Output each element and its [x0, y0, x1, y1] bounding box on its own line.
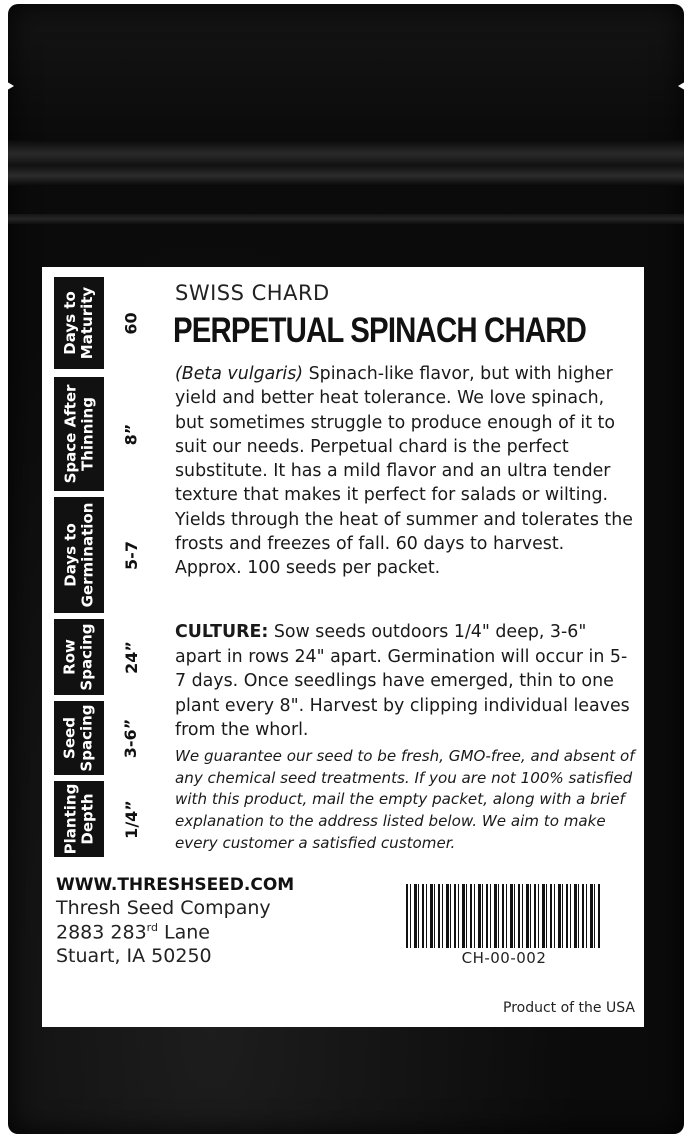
stat-name: Days to Maturity — [61, 286, 97, 360]
stat-name: Planting Depth — [61, 783, 97, 855]
barcode — [406, 884, 602, 948]
street-name: Lane — [157, 921, 210, 944]
stat-value: 24” — [121, 640, 141, 674]
stat-seed-spacing — [54, 701, 152, 775]
guarantee-text: We guarantee our seed to be fresh, GMO-free, and absent of any chemical seed treatments. If you are not 100% satisfied with this product, mail the empty packet, along with a brief explanation to the address listed below. We aim to make every customer a satisfied customer. — [175, 747, 635, 852]
stat-value: 5-7 — [121, 540, 141, 570]
product-description — [175, 362, 635, 581]
stat-name: Seed Spacing — [61, 704, 96, 772]
stat-planting-depth — [54, 781, 152, 857]
stat-days-to-germination — [54, 497, 152, 613]
barcode-number: CH-00-002 — [461, 949, 547, 967]
stat-value: 60 — [121, 311, 141, 335]
pouch-seal — [8, 214, 684, 224]
street-number: 2883 283 — [56, 921, 147, 944]
stat-value: 3-6” — [121, 718, 141, 758]
stat-value: 1/4” — [121, 799, 141, 839]
stat-value: 8” — [121, 423, 141, 445]
culture-label: CULTURE: — [175, 622, 269, 642]
culture-instructions — [175, 620, 635, 743]
stat-row-spacing — [54, 619, 152, 695]
pouch-zipper — [8, 140, 684, 186]
product-origin: Product of the USA — [503, 1000, 635, 1016]
stat-name: Row Spacing — [61, 623, 96, 691]
stat-days-to-maturity — [54, 277, 152, 369]
description-text: Spinach-like flavor, but with higher yield and better heat tolerance. We love spinach, but sometimes struggle to produce enough of it to suit our needs. Perpetual chard is the perfect substitute. It has a mild flavor and an ultra tender texture that makes it perfect for salads or wilting. Yields through the heat of summer and tolerates the frosts and freezes of fall. 60 days to harvest. Approx. 100 seeds per packet. — [175, 364, 633, 579]
company-name: Thresh Seed Company — [56, 897, 271, 919]
latin-name: (Beta vulgaris) — [175, 364, 304, 384]
culture-text: Sow seeds outdoors 1/4" deep, 3-6" apart in rows 24" apart. Germination will occur in 5-7 days. Once seedlings have emerged, thin to one plant every 8". Harvest by clipping individual leaves from the whorl. — [175, 622, 630, 740]
stat-space-after-thinning — [54, 377, 152, 491]
stat-name: Space After Thinning — [61, 384, 97, 484]
city-state-zip: Stuart, IA 50250 — [56, 945, 212, 967]
street-address — [56, 921, 210, 943]
website-link[interactable]: WWW.THRESHSEED.COM — [56, 875, 295, 895]
seed-label — [42, 267, 644, 1027]
stat-name: Days to Germination — [61, 502, 97, 608]
product-category: SWISS CHARD — [175, 281, 330, 305]
street-suffix: rd — [146, 921, 158, 934]
product-title: PERPETUAL SPINACH CHARD — [173, 311, 587, 350]
